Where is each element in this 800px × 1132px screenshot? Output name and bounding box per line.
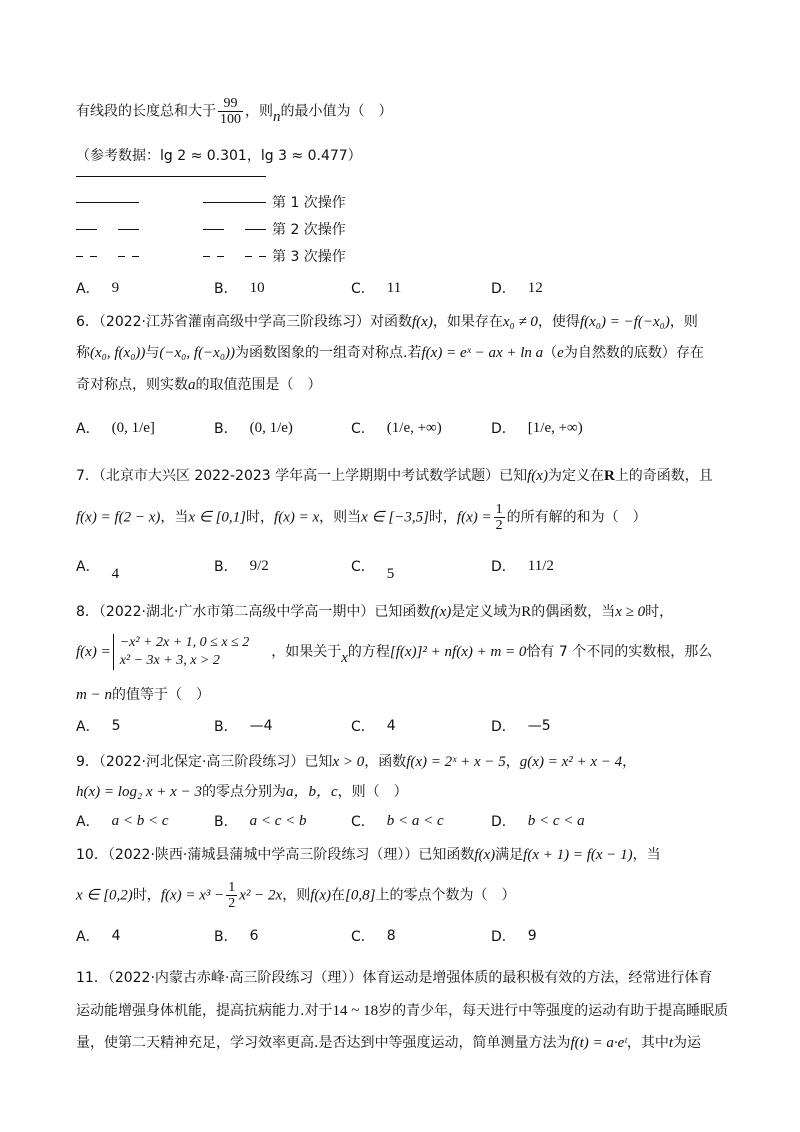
q10-options [76,916,756,956]
op2-seg [245,229,266,230]
q5-option-d[interactable]: D． 12 [491,279,543,297]
q8-options [76,706,756,746]
op2-label: 第 2 次操作 [272,222,346,238]
q7-option-c[interactable]: C． 5 [351,559,395,582]
q5-option-a[interactable]: A． 9 [76,279,120,297]
piecewise-function: −x² + 2x + 1, 0 ≤ x ≤ 2 x² − 3x + 3, x > 2 [113,634,250,670]
q7-line2: f(x) = f(2 − x)，当x ∈ [0,1]时，f(x) = x，则当x ∈ [−3,5]时，f(x) = $\frac{1}{2}$ 的所有解的和为（ ） [76,502,647,533]
q10-option-d[interactable]: D． 9 [491,928,537,945]
op1-right-segment [203,202,266,203]
q6-option-b[interactable]: B． (0, 1/e) [214,419,293,437]
q6-option-d[interactable]: D． [1/e, +∞) [491,419,583,437]
q9-option-a[interactable]: A． a < b < c [76,812,169,830]
q6-line2: 称(x₀, f(x₀))与(−x₀, f(−x₀))为函数图象的一组奇对称点.若f(x) = eˣ − ax + ln a（e为自然数的底数）存在 [76,345,704,361]
original-segment [76,176,266,177]
q5-text: 有线段的长度总和大于 [76,103,216,120]
op1-label: 第 1 次操作 [272,195,346,211]
q11-line2: 运动能增强身体机能，提高抗病能力.对于14 ~ 18岁的青少年，每天进行中等强度的运动有助于提高睡眠质 [76,1003,729,1019]
q6-line1: 6．（2022·江苏省灌南高级中学高三阶段练习）对函数f(x)，如果存在x₀ ≠ 0，使得f(x₀) = −f(−x₀)，则 [76,314,698,330]
op3-seg [118,256,125,257]
fraction-half: $\frac{1}{2}$ [495,502,503,533]
q10-option-b[interactable]: B． 6 [214,928,259,945]
q6-options [76,408,756,448]
q10-line2: x ∈ [0,2)时，f(x) = x³ − $\frac{1}{2}$ x² − 2x，则f(x)在[0,8]上的零点个数为（ ） [76,880,516,911]
q5-continuation: 有线段的长度总和大于 $\frac{99}{100}$ ，则n的最小值为（ ） [76,96,393,127]
q9-line2: h(x) = log₂ x + x − 3的零点分别为a，b，c，则（ ） [76,784,408,800]
fraction-half: $\frac{1}{2}$ [228,880,236,911]
op2-seg [203,229,224,230]
op3-seg [203,256,210,257]
fraction-99-100: $\frac{99}{100}$ [220,96,241,127]
q7-line1: 7．（北京市大兴区 2022-2023 学年高一上学期期中考试数学试题）已知f(x)为定义在R上的奇函数，且 [76,468,713,484]
op1-left-segment [76,202,139,203]
q8-line2: f(x) = −x² + 2x + 1, 0 ≤ x ≤ 2 x² − 3x + 3, x > 2 ，如果关于x的方程[f(x)]² + nf(x) + m = 0恰有 7 个不同的实数根，那么 [76,635,713,668]
q6-option-a[interactable]: A． (0, 1/e] [76,419,155,437]
q8-line1: 8．（2022·湖北·广水市第二高级中学高一期中）已知函数f(x)是定义域为R的偶函数，当x ≥ 0时， [76,604,674,620]
q9-option-b[interactable]: B． a < c < b [214,812,307,830]
var-n: n [273,108,281,125]
op3-seg [259,256,266,257]
q8-option-b[interactable]: B． —4 [214,718,273,735]
q7-option-d[interactable]: D． 11/2 [491,557,554,575]
q7-option-a[interactable]: A． 4 [76,559,120,582]
q8-option-a[interactable]: A． 5 [76,718,121,735]
q5-option-b[interactable]: B． 10 [214,279,265,297]
q5-options [76,268,756,308]
q9-option-d[interactable]: D． b < c < a [491,812,585,830]
q10-line1: 10．（2022·陕西·蒲城县蒲城中学高三阶段练习（理））已知函数f(x)满足f(x + 1) = f(x − 1)，当 [76,847,661,863]
q11-line3: 量，使第二天精神充足，学习效率更高.是否达到中等强度运动，简单测量方法为f(t) = a·eᵗ，其中t为运 [76,1035,701,1051]
q8-option-c[interactable]: C． 4 [351,718,396,735]
q10-option-c[interactable]: C． 8 [351,928,396,945]
q9-line1: 9．（2022·河北保定·高三阶段练习）已知x > 0，函数f(x) = 2ˣ + x − 5，g(x) = x² + x − 4， [76,754,637,770]
op3-seg [245,256,252,257]
q7-option-b[interactable]: B． 9/2 [214,557,269,575]
op2-seg [76,229,97,230]
q11-line1: 11．（2022·内蒙古赤峰·高三阶段练习（理））体育运动是增强体质的最积极有效的方法，经常进行体育 [76,970,713,986]
q7-options [76,546,756,586]
q6-line3: 奇对称点，则实数a的取值范围是（ ） [76,377,322,393]
q6-option-c[interactable]: C． (1/e, +∞) [351,419,442,437]
op2-seg [118,229,139,230]
q8-line3: m − n的值等于（ ） [76,687,210,703]
op3-seg [132,256,139,257]
op3-seg [76,256,83,257]
q5-option-c[interactable]: C． 11 [351,279,402,297]
q9-option-c[interactable]: C． b < a < c [351,812,444,830]
q9-options [76,801,756,841]
q10-option-a[interactable]: A． 4 [76,928,121,945]
op3-seg [90,256,97,257]
q5-reference-data: （参考数据：lg 2 ≈ 0.301，lg 3 ≈ 0.477） [76,148,362,164]
op3-seg [217,256,224,257]
op3-label: 第 3 次操作 [272,249,346,265]
q8-option-d[interactable]: D． —5 [491,718,551,735]
